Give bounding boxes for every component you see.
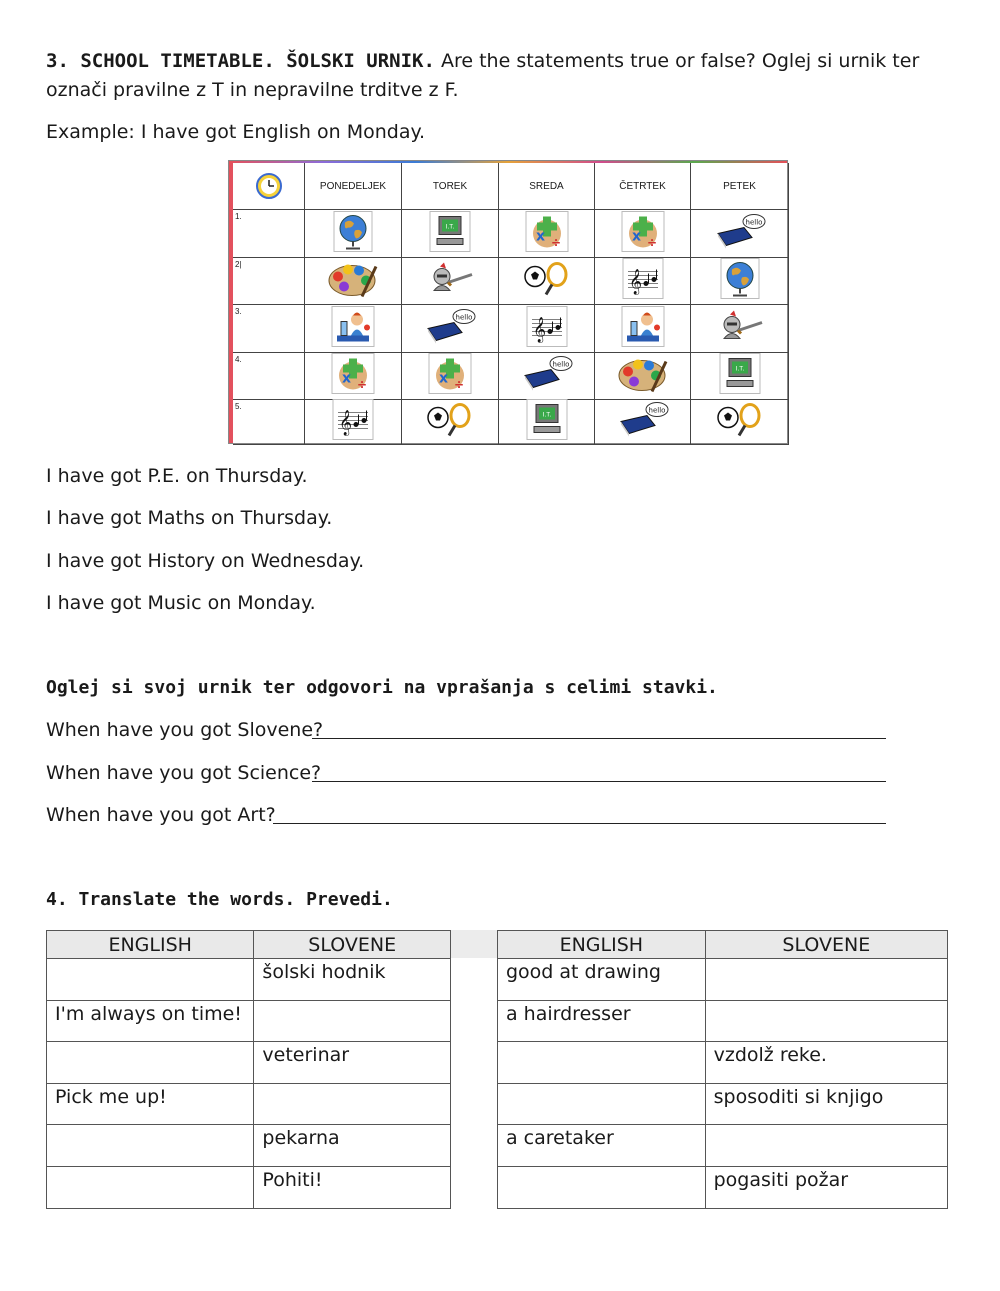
answer-cell[interactable] <box>705 1125 947 1167</box>
timetable-cell <box>691 353 789 400</box>
svg-text:x: x <box>439 370 449 387</box>
svg-text:÷: ÷ <box>454 377 465 392</box>
timetable-cell <box>402 210 499 258</box>
timetable-cell <box>305 353 402 400</box>
period-number: 2| <box>233 258 305 305</box>
period-number: 1. <box>233 210 305 258</box>
task3-title-bold: 3. SCHOOL TIMETABLE. ŠOLSKI URNIK. <box>46 50 435 72</box>
maths-icon <box>621 210 665 257</box>
timetable-cell <box>691 305 789 353</box>
svg-text:hello: hello <box>455 313 473 321</box>
header-slovene: SLOVENE <box>254 931 451 959</box>
timetable-cell <box>595 210 691 258</box>
own-timetable-heading: Oglej si svoj urnik ter odgovori na vprašanja s celimi stavki. <box>46 677 718 698</box>
task3-title <box>46 50 986 72</box>
given-word-cell: good at drawing <box>498 959 706 1001</box>
given-word-cell: veterinar <box>254 1042 451 1084</box>
question-art: When have you got Art? <box>46 804 276 826</box>
svg-text:x: x <box>631 228 641 244</box>
timetable-cell <box>499 258 595 305</box>
statement-4: I have got Music on Monday. <box>46 592 316 614</box>
statement-3: I have got History on Wednesday. <box>46 550 365 572</box>
header-english: ENGLISH <box>498 931 706 959</box>
day-header: ČETRTEK <box>595 163 691 210</box>
given-word-cell: sposoditi si knjigo <box>705 1083 947 1125</box>
history-knight-icon <box>424 261 476 302</box>
svg-text:𝄞: 𝄞 <box>339 410 353 436</box>
svg-text:𝄞: 𝄞 <box>628 269 642 295</box>
table-row <box>47 1125 451 1167</box>
day-header: PONEDELJEK <box>305 163 402 210</box>
given-word-cell: a caretaker <box>498 1125 706 1167</box>
question-slovene: When have you got Slovene? <box>46 719 324 741</box>
timetable-cell <box>595 305 691 353</box>
answer-cell[interactable] <box>47 959 254 1001</box>
computer-icon <box>526 399 568 446</box>
music-icon <box>526 305 568 352</box>
pe-ball-icon <box>424 400 476 445</box>
svg-text:I.T.: I.T. <box>542 411 551 419</box>
day-header: TOREK <box>402 163 499 210</box>
timetable-cell <box>499 400 595 445</box>
translation-table-left <box>46 930 451 1209</box>
art-palette-icon <box>326 257 380 306</box>
science-icon <box>331 305 375 352</box>
table-row <box>498 1125 948 1167</box>
timetable-cell <box>402 353 499 400</box>
timetable-grid <box>233 163 787 443</box>
timetable-cell <box>402 258 499 305</box>
maths-icon <box>525 210 569 257</box>
day-header: SREDA <box>499 163 595 210</box>
timetable-cell <box>595 400 691 445</box>
svg-text:I.T.: I.T. <box>735 365 744 373</box>
computer-icon <box>429 210 471 257</box>
answer-cell[interactable] <box>254 1083 451 1125</box>
answer-cell[interactable] <box>47 1166 254 1208</box>
given-word-cell: Pick me up! <box>47 1083 254 1125</box>
english-book-icon <box>712 211 768 256</box>
task3-instruction: označi pravilne z T in nepravilne trditve z F. <box>46 79 459 101</box>
timetable-cell <box>691 400 789 445</box>
timetable-cell <box>305 258 402 305</box>
translation-table-right <box>497 930 948 1209</box>
answer-line-art[interactable] <box>273 823 886 824</box>
timetable-cell <box>402 305 499 353</box>
answer-cell[interactable] <box>254 1000 451 1042</box>
timetable-cell <box>499 353 595 400</box>
timetable-cell <box>305 400 402 445</box>
svg-text:÷: ÷ <box>357 377 368 392</box>
period-number: 4. <box>233 353 305 400</box>
english-book-icon <box>615 400 671 445</box>
svg-text:hello: hello <box>745 218 762 226</box>
day-header: PETEK <box>691 163 789 210</box>
timetable-cell <box>305 305 402 353</box>
answer-line-science[interactable] <box>312 781 886 782</box>
maths-icon <box>331 353 375 400</box>
table-row <box>498 1083 948 1125</box>
answer-cell[interactable] <box>47 1125 254 1167</box>
question-science: When have you got Science? <box>46 762 322 784</box>
answer-cell[interactable] <box>498 1042 706 1084</box>
answer-line-slovene[interactable] <box>312 738 886 739</box>
table-row <box>498 959 948 1001</box>
given-word-cell: vzdolž reke. <box>705 1042 947 1084</box>
given-word-cell: šolski hodnik <box>254 959 451 1001</box>
svg-text:÷: ÷ <box>646 235 657 249</box>
music-icon <box>622 258 664 305</box>
art-palette-icon <box>616 352 670 401</box>
music-icon <box>332 399 374 446</box>
timetable-cell <box>305 210 402 258</box>
answer-cell[interactable] <box>705 1000 947 1042</box>
given-word-cell: Pohiti! <box>254 1166 451 1208</box>
svg-text:x: x <box>342 370 352 387</box>
clock-cell <box>233 163 305 210</box>
svg-text:hello: hello <box>648 406 665 415</box>
task4-title: 4. Translate the words. Prevedi. <box>46 889 393 910</box>
computer-icon <box>719 353 761 400</box>
table-row <box>498 1042 948 1084</box>
header-slovene: SLOVENE <box>705 931 947 959</box>
maths-icon <box>428 353 472 400</box>
pe-ball-icon <box>714 400 766 445</box>
table-row <box>498 1000 948 1042</box>
timetable-image <box>228 160 788 444</box>
timetable-cell <box>595 258 691 305</box>
timetable-cell <box>499 305 595 353</box>
given-word-cell: I'm always on time! <box>47 1000 254 1042</box>
clock-icon <box>255 172 283 200</box>
svg-text:I.T.: I.T. <box>445 223 455 230</box>
table-row <box>47 1042 451 1084</box>
period-number: 5. <box>233 400 305 445</box>
task3-example: Example: I have got English on Monday. <box>46 121 426 143</box>
english-book-icon <box>519 354 575 399</box>
answer-cell[interactable] <box>498 1166 706 1208</box>
svg-text:hello: hello <box>552 360 569 369</box>
table-row <box>47 959 451 1001</box>
table-row <box>47 1166 451 1208</box>
english-book-icon <box>422 306 478 351</box>
svg-text:𝄞: 𝄞 <box>532 317 546 342</box>
globe-icon <box>333 210 373 257</box>
table-row <box>47 1000 451 1042</box>
task3-title-rest: Are the statements true or false? Oglej si urnik ter <box>434 50 920 72</box>
answer-cell[interactable] <box>705 959 947 1001</box>
globe-icon <box>720 258 760 305</box>
period-number: 3. <box>233 305 305 353</box>
table-row <box>47 1083 451 1125</box>
given-word-cell: a hairdresser <box>498 1000 706 1042</box>
timetable-cell <box>691 210 789 258</box>
timetable-cell <box>691 258 789 305</box>
timetable-cell <box>402 400 499 445</box>
header-english: ENGLISH <box>47 931 254 959</box>
statement-2: I have got Maths on Thursday. <box>46 507 333 529</box>
svg-text:÷: ÷ <box>550 235 561 249</box>
history-knight-icon <box>714 308 766 349</box>
science-icon <box>621 305 665 352</box>
timetable-cell <box>595 353 691 400</box>
answer-cell[interactable] <box>498 1083 706 1125</box>
given-word-cell: pogasiti požar <box>705 1166 947 1208</box>
given-word-cell: pekarna <box>254 1125 451 1167</box>
svg-text:x: x <box>535 228 545 244</box>
answer-cell[interactable] <box>47 1042 254 1084</box>
statement-1: I have got P.E. on Thursday. <box>46 465 308 487</box>
table-row <box>498 1166 948 1208</box>
pe-ball-icon <box>521 259 573 304</box>
header-gap-shade <box>451 930 497 958</box>
timetable-cell <box>499 210 595 258</box>
